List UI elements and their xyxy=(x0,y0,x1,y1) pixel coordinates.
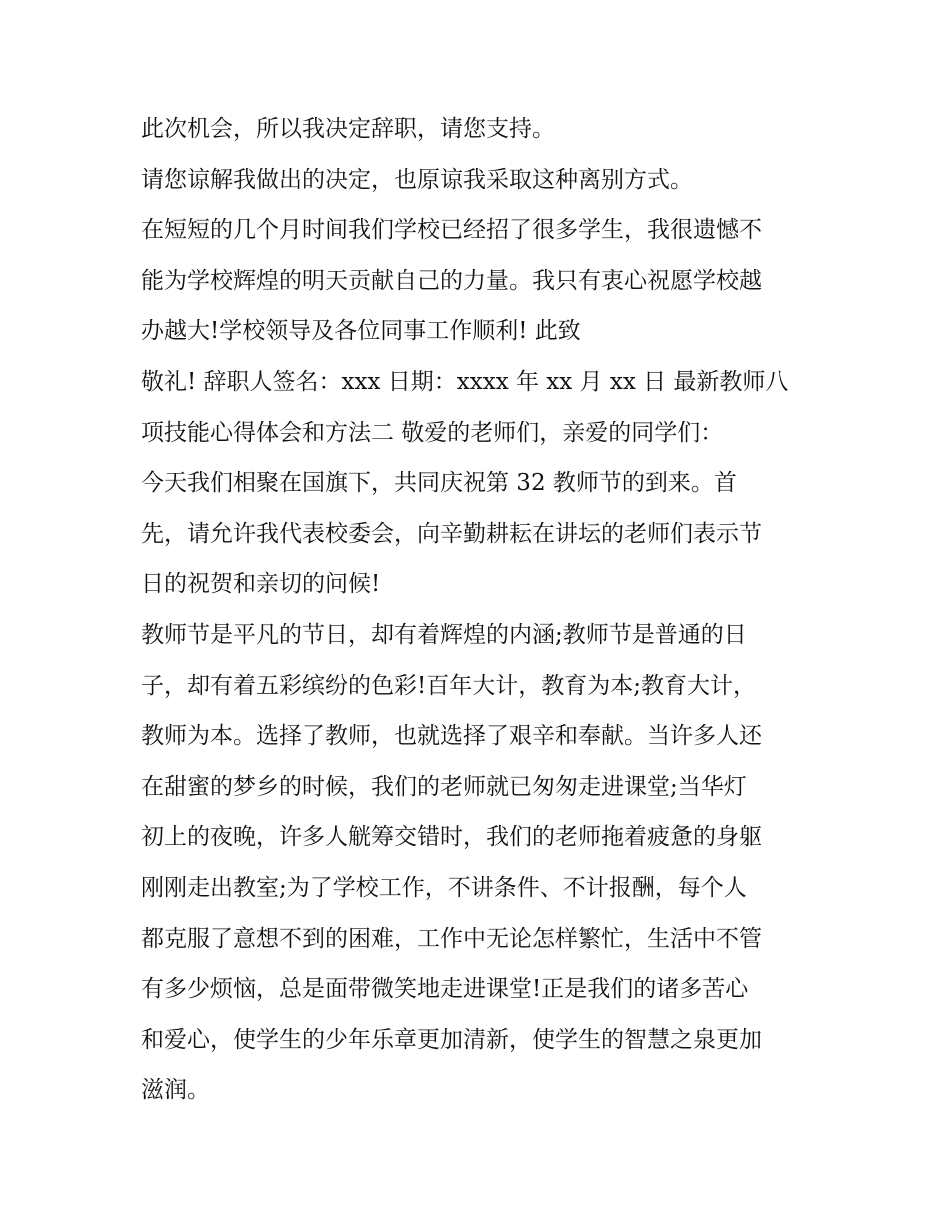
text-line: 子，却有着五彩缤纷的色彩!百年大计，教育为本;教育大计， xyxy=(141,672,756,699)
text-line: 此次机会，所以我决定辞职，请您支持。 xyxy=(141,116,555,142)
text-line: 和爱心，使学生的少年乐章更加清新，使学生的智慧之泉更加 xyxy=(141,1026,762,1053)
text-line: 办越大!学校领导及各位同事工作顺利! 此致 xyxy=(141,318,581,345)
text-line: 都克服了意想不到的困难，工作中无论怎样繁忙，生活中不管 xyxy=(141,925,762,952)
text-line: 今天我们相聚在国旗下，共同庆祝第 32 教师节的到来。首 xyxy=(141,470,737,497)
text-line: 教师节是平凡的节日，却有着辉煌的内涵;教师节是普通的日 xyxy=(141,621,747,648)
text-line: 敬礼! 辞职人签名：xxx 日期：xxxx 年 xx 月 xx 日 最新教师八 xyxy=(141,368,789,395)
text-line: 滋润。 xyxy=(141,1077,210,1104)
text-line: 教师为本。选择了教师，也就选择了艰辛和奉献。当许多人还 xyxy=(141,723,762,750)
text-line: 项技能心得体会和方法二 敬爱的老师们，亲爱的同学们： xyxy=(141,419,724,446)
text-line: 刚刚走出教室;为了学校工作，不讲条件、不计报酬，每个人 xyxy=(141,874,747,901)
text-line: 能为学校辉煌的明天贡献自己的力量。我只有衷心祝愿学校越 xyxy=(141,267,762,294)
text-line: 在甜蜜的梦乡的时候，我们的老师就已匆匆走进课堂;当华灯 xyxy=(141,773,747,800)
text-line: 先，请允许我代表校委会，向辛勤耕耘在讲坛的老师们表示节 xyxy=(141,520,762,547)
text-line: 初上的夜晚，许多人觥筹交错时，我们的老师拖着疲惫的身躯 xyxy=(141,824,762,851)
text-line: 有多少烦恼，总是面带微笑地走进课堂!正是我们的诸多苦心 xyxy=(141,976,749,1003)
document-body xyxy=(141,104,816,1116)
text-line: 请您谅解我做出的决定，也原谅我采取这种离别方式。 xyxy=(141,166,693,193)
text-line: 在短短的几个月时间我们学校已经招了很多学生，我很遗憾不 xyxy=(141,217,762,244)
text-line: 日的祝贺和亲切的问候! xyxy=(141,571,381,598)
